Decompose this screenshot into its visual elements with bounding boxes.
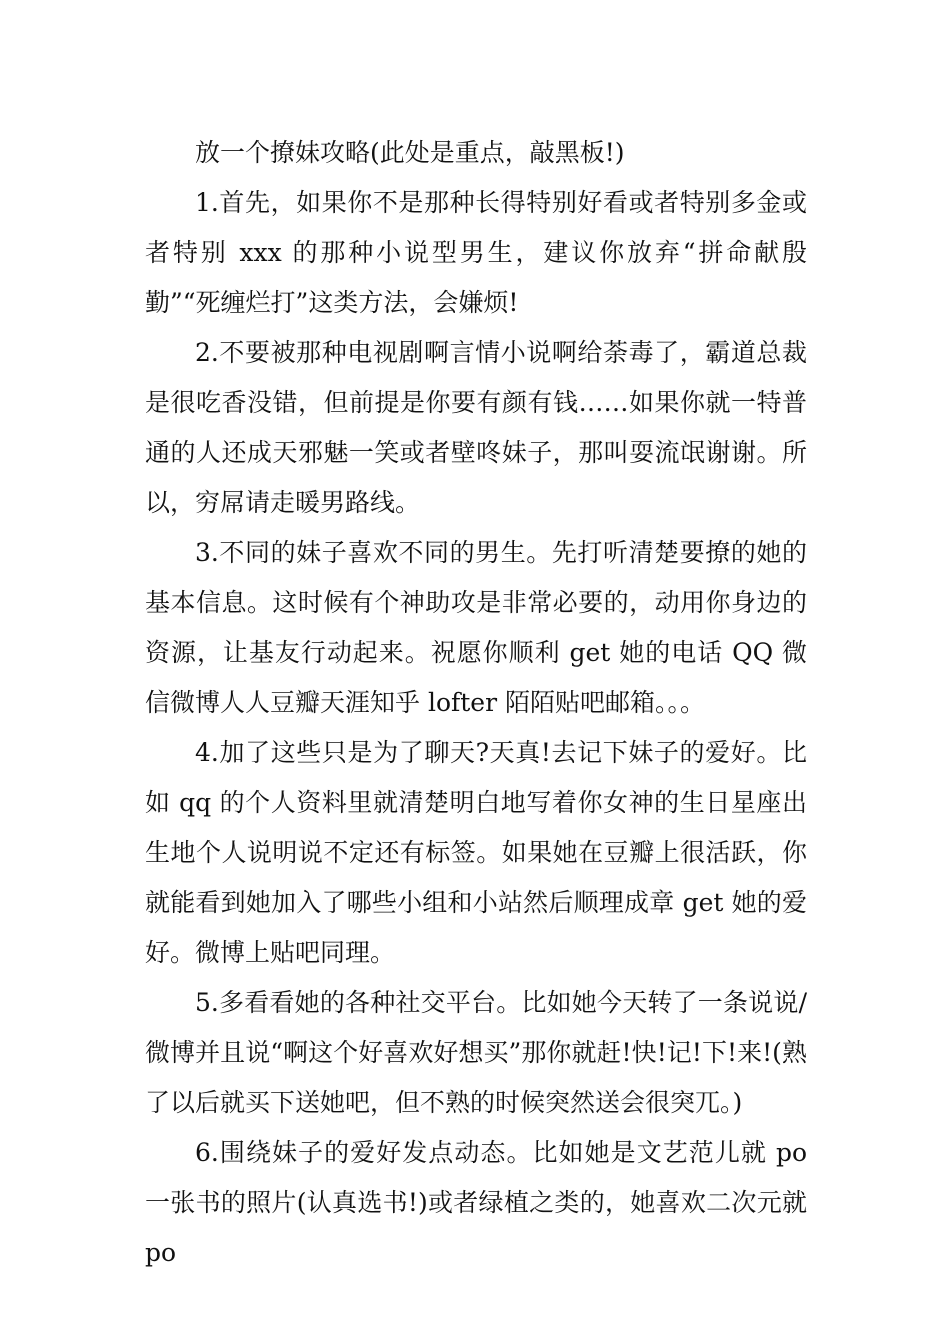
paragraph-1: 1.首先，如果你不是那种长得特别好看或者特别多金或者特别 xxx 的那种小说型男生，建议你放弃“拼命献殷勤”“死缠烂打”这类方法，会嫌烦!	[145, 188, 807, 317]
paragraph-intro: 放一个撩妹攻略(此处是重点，敲黑板!)	[195, 138, 625, 167]
paragraph-2: 2.不要被那种电视剧啊言情小说啊给荼毒了，霸道总裁是很吃香没错，但前提是你要有颜有钱……如果你就一特普通的人还成天邪魅一笑或者壁咚妹子，那叫耍流氓谢谢。所以，穷屌请走暖男路线。	[145, 338, 807, 517]
document-body	[145, 128, 807, 1278]
paragraph-4: 4.加了这些只是为了聊天?天真!去记下妹子的爱好。比如 qq 的个人资料里就清楚明白地写着你女神的生日星座出生地个人说明说不定还有标签。如果她在豆瓣上很活跃，你就能看到她加入了哪些小组和小站然后顺理成章 get 她的爱好。微博上贴吧同理。	[145, 738, 807, 967]
paragraph-5: 5.多看看她的各种社交平台。比如她今天转了一条说说/微博并且说“啊这个好喜欢好想买”那你就赶!快!记!下!来!(熟了以后就买下送她吧，但不熟的时候突然送会很突兀。)	[145, 988, 807, 1117]
paragraph-6: 6.围绕妹子的爱好发点动态。比如她是文艺范儿就 po 一张书的照片(认真选书!)或者绿植之类的，她喜欢二次元就 po	[145, 1138, 807, 1267]
paragraph-3: 3.不同的妹子喜欢不同的男生。先打听清楚要撩的她的基本信息。这时候有个神助攻是非常必要的，动用你身边的资源，让基友行动起来。祝愿你顺利 get 她的电话 QQ 微信微博人人豆瓣天涯知乎 lofter 陌陌贴吧邮箱。。。	[145, 538, 807, 717]
